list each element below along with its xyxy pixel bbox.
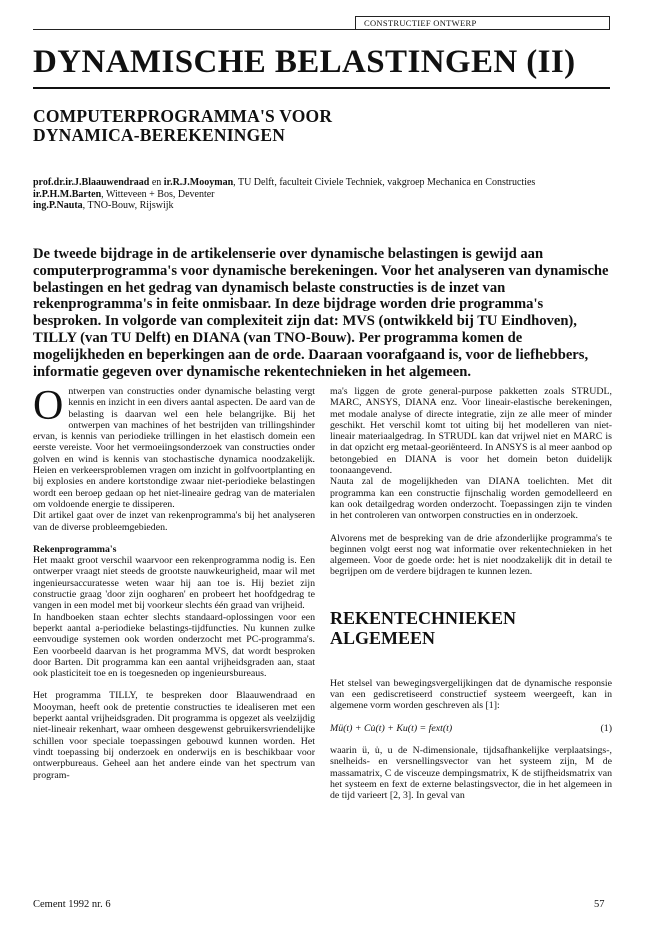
section-heading (330, 608, 612, 648)
spacer (330, 734, 612, 745)
author-affiliation: , Witteveen + Bos, Deventer (101, 188, 215, 200)
article-subtitle (33, 107, 593, 145)
journal-issue: Cement 1992 nr. 6 (33, 899, 111, 910)
page-number: 57 (594, 899, 605, 910)
author-affiliation: , TNO-Bouw, Rijswijk (82, 200, 174, 211)
body-paragraph: waarin ü, u̇, u de N-dimensionale, tijdsafhankelijke verplaatsings-, snelheids- en versnellingsvector van het systeem zijn, M de massamatrix, C de visceuze dempingsmatrix, K de stijfheidsmatrix van het systeem en fext de externe belastingsvector, die in het algemeen in de tijd varieert [2, 3]. In geval van (330, 744, 612, 802)
author-separator: en (149, 177, 164, 188)
left-column (33, 383, 315, 781)
body-paragraph: Het programma TILLY, te bespreken door Blaauwendraad en Mooyman, heeft ook de pretentie constructies te idealiseren met een beperkt aantal vrijheidsgraden. Dit programma is opgezet als veelzijdig niet-lineair rekenhart, waar omheen desgewenst gebruikersvriendelijke schillen voor speciale toepassingen gebouwd kunnen worden. Het vindt toepassing bij onderzoek en onderwijs en is beschikbaar voor ontwerpbureaus. Geheel aan het andere einde van het spectrum van program- (33, 690, 315, 781)
spacer (33, 533, 315, 544)
subheading: Rekenprogramma's (33, 543, 117, 555)
subtitle-line-2: DYNAMICA-BEREKENINGEN (33, 125, 286, 145)
lead-paragraph: De tweede bijdrage in de artikelenserie over dynamische belastingen is gewijd aan computerprogramma's voor dynamische berekeningen. Voor het analyseren van dynamische belastingen en het gedrag van dynamisch belaste constructies is de inzet van rekenprogramma's in feite onmisbaar. In deze bijdrage worden drie programma's besproken. In volgorde van complexiteit zijn dat: MVS (ontwikkeld bij TU Eindhoven), TILLY (van TU Delft) en DIANA (van TNO-Bouw). Per programma komen de mogelijkheden en beperkingen aan de orde. Daaraan voorafgaand is, voor de liefhebbers, informatie gegeven over dynamische rekentechnieken in het algemeen. (33, 246, 609, 380)
top-rule (33, 29, 610, 30)
body-paragraph: Dit artikel gaat over de inzet van rekenprogramma's bij het analyseren van de diverse probleemgebieden. (33, 510, 315, 533)
spacer (330, 522, 612, 533)
section-label: CONSTRUCTIEF ONTWERP (355, 16, 610, 29)
drop-cap: O (33, 383, 64, 429)
intro-text: ntwerpen van constructies onder dynamische belasting vergt kennis en inzicht in een divers aantal aspecten. De aard van de belasting is daarvan wel een hele belangrijke. Bij het ontwerpen van machines of het bestrijden van trillingshinder ervan, is kennis van periodieke trillingen in het elastisch domein een eerste vereiste. Voor het vermoeiingsonderzoek van constructies onder golven en wind is kennis van stochastische dynamica noodzakelijk. Heien en verkeersproblemen vragen om inzicht in golfvoortplanting en bij explosies en andere kortstondige zwaar niet-periodieke belastingen wordt een beroep gedaan op het niet-lineaire gedrag van de materialen om voldoende energie te dissiperen. (33, 386, 315, 510)
intro-paragraph (33, 383, 315, 510)
author-block (33, 177, 593, 212)
body-paragraph: Nauta zal de mogelijkheden van DIANA toelichten. Met dit programma kan een constructie fijnschalig worden gemodelleerd en kan ook detailgedrag worden onderzocht. Toepassingen zijn te vinden in het controleren van ontworpen constructies en in onderzoek. (330, 476, 612, 522)
author-name: ir.P.H.M.Barten (33, 188, 102, 200)
right-column (330, 386, 612, 801)
spacer (330, 578, 612, 608)
author-affiliation: , TU Delft, faculteit Civiele Techniek, vakgroep Mechanica en Constructies (233, 177, 536, 188)
author-name: prof.dr.ir.J.Blaauwendraad (33, 177, 150, 188)
body-paragraph: Alvorens met de bespreking van de drie afzonderlijke programma's te beginnen volgt eerst nog wat informatie over rekentechnieken in het algemeen. Voor de goede orde: het is niet noodzakelijk dit in detail te begrijpen om de verdere bijdragen te kunnen lezen. (330, 532, 612, 578)
article-title: DYNAMISCHE BELASTINGEN (II) (33, 44, 576, 80)
spacer (330, 712, 612, 723)
title-rule (33, 87, 610, 89)
body-paragraph: ma's liggen de grote general-purpose pakketten zoals STRUDL, MARC, ANSYS, DIANA enz. Voor lineair-elastische berekeningen, met modale analyse of directe integratie, zijn ze alle meer of minder geschikt. Het verschil komt tot uiting bij het modelleren van niet-lineair materiaalgedrag. In STRUDL kan dat vrijwel niet en MARC is in dat opzicht erg metaal-georiënteerd. In ANSYS is al meer aanbod op betongebied en DIANA is voor het domein beton duidelijk toonaangevend. (330, 386, 612, 477)
section-heading-line-1: REKENTECHNIEKEN (330, 607, 517, 628)
subtitle-line-1: COMPUTERPROGRAMMA'S VOOR (33, 106, 333, 126)
section-heading-line-2: ALGEMEEN (330, 627, 436, 648)
spacer (330, 648, 612, 678)
body-paragraph: Het maakt groot verschil waarvoor een rekenprogramma nodig is. Een ontwerper vraagt niet steeds de grootste nauwkeurigheid, maar wil met ingenieursaccuratesse weten waar hij aan toe is. Hij beziet zijn constructie graag 'door zijn oogharen' en probeert het hoofdgedrag te vangen in een model met bij voorkeur slechts één graad van vrijheid. (33, 555, 315, 612)
spacer (33, 679, 315, 690)
body-paragraph: Het stelsel van bewegingsvergelijkingen dat de dynamische responsie van een gediscretiseerd constructief systeem weergeeft, kan in algemene vorm worden geschreven als [1]: (330, 677, 612, 712)
body-paragraph: In handboeken staan echter slechts standaard-oplossingen voor een beperkt aantal a-periodieke belastings-tijdfuncties. Nu kunnen zulke eenvoudige systemen ook worden onderzocht met PC-programma's. Een voorbeeld daarvan is het programma MVS, dat wordt besproken door Barten. Dit programma kan een aantal vrijheidsgraden aan, staat ook plasticiteit toe en is toegesneden op ingenieursbureaus. (33, 611, 315, 680)
equation (330, 723, 612, 734)
author-name: ir.R.J.Mooyman (163, 177, 234, 188)
author-name: ing.P.Nauta (33, 200, 83, 211)
equation-number: (1) (600, 722, 612, 734)
equation-expression: Mü(t) + Cu̇(t) + Ku(t) = fext(t) (330, 722, 453, 734)
